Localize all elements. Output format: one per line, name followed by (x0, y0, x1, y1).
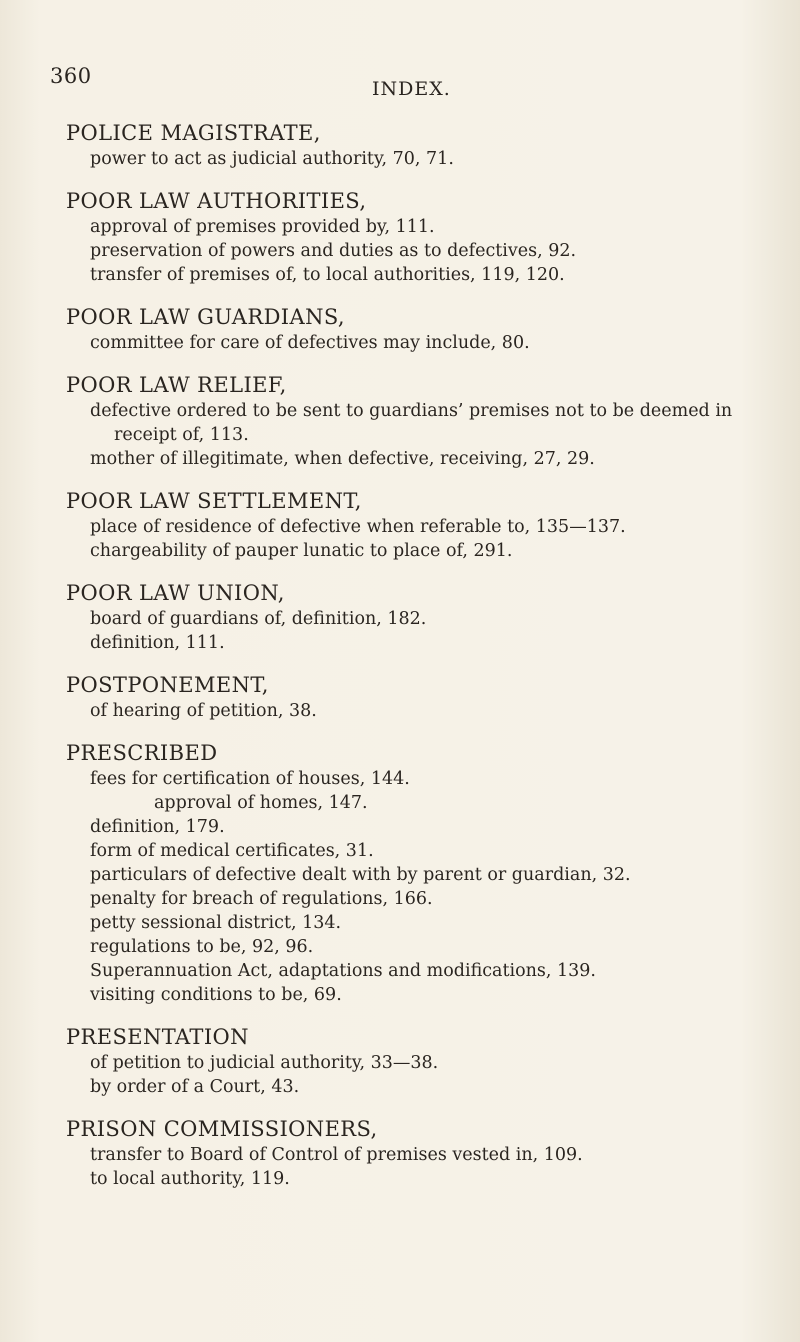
entry-subentry: defective ordered to be sent to guardians’ premises not to be deemed in receipt of, 113. (90, 401, 733, 445)
entry-subentry: chargeability of pauper lunatic to place of, 291. (90, 541, 513, 561)
index-entry (66, 488, 786, 563)
entry-subentry: transfer of premises of, to local authorities, 119, 120. (90, 265, 565, 285)
index-entry (66, 740, 786, 1007)
entry-subentry: board of guardians of, definition, 182. (90, 609, 427, 629)
running-head-title: INDEX. (372, 78, 451, 100)
entry-subentry: to local authority, 119. (90, 1169, 290, 1189)
entry-heading: POOR LAW SETTLEMENT, (66, 489, 362, 513)
page-number: 360 (50, 64, 92, 88)
entry-heading: POOR LAW UNION, (66, 581, 285, 605)
entry-subentry: place of residence of defective when referable to, 135—137. (90, 517, 626, 537)
entry-subentry: visiting conditions to be, 69. (90, 985, 342, 1005)
entry-heading: POSTPONEMENT, (66, 673, 269, 697)
entry-subentry: power to act as judicial authority, 70, 71. (90, 149, 454, 169)
index-entry (66, 304, 786, 355)
entry-subentry: definition, 179. (90, 817, 225, 837)
entry-subentry: regulations to be, 92, 96. (90, 937, 314, 957)
entry-subentry: approval of premises provided by, 111. (90, 217, 435, 237)
entry-subentry: definition, 111. (90, 633, 225, 653)
index-entry (66, 1116, 786, 1191)
entry-subentry: of petition to judicial authority, 33—38. (90, 1053, 439, 1073)
entry-heading: POOR LAW GUARDIANS, (66, 305, 345, 329)
entry-subentry: penalty for breach of regulations, 166. (90, 889, 433, 909)
index-entry (66, 120, 786, 171)
entry-heading: POOR LAW RELIEF, (66, 373, 287, 397)
entry-subentry: fees for certification of houses, 144. (90, 769, 410, 789)
entry-heading: PRESCRIBED (66, 741, 218, 765)
entry-heading: PRESENTATION (66, 1025, 249, 1049)
index-entry (66, 672, 786, 723)
entry-heading: POLICE MAGISTRATE, (66, 121, 321, 145)
entry-subentry: of hearing of petition, 38. (90, 701, 317, 721)
entry-heading: PRISON COMMISSIONERS, (66, 1117, 378, 1141)
entry-subentry: committee for care of defectives may include, 80. (90, 333, 530, 353)
entry-subentry: by order of a Court, 43. (90, 1077, 300, 1097)
entry-heading: POOR LAW AUTHORITIES, (66, 189, 367, 213)
index-entry (66, 580, 786, 655)
entry-subentry: particulars of defective dealt with by parent or guardian, 32. (90, 865, 631, 885)
entry-subentry: transfer to Board of Control of premises vested in, 109. (90, 1145, 583, 1165)
entry-subentry: form of medical certificates, 31. (90, 841, 374, 861)
entry-subentry: Superannuation Act, adaptations and modifications, 139. (90, 961, 596, 981)
entry-subentry: approval of homes, 147. (154, 793, 368, 813)
index-entry (66, 188, 786, 287)
index-entry (66, 1024, 786, 1099)
index-entry (66, 372, 786, 471)
entry-subentry: preservation of powers and duties as to defectives, 92. (90, 241, 577, 261)
entry-subentry: petty sessional district, 134. (90, 913, 342, 933)
entry-subentry: mother of illegitimate, when defective, receiving, 27, 29. (90, 449, 595, 469)
index-entries (66, 120, 786, 1208)
